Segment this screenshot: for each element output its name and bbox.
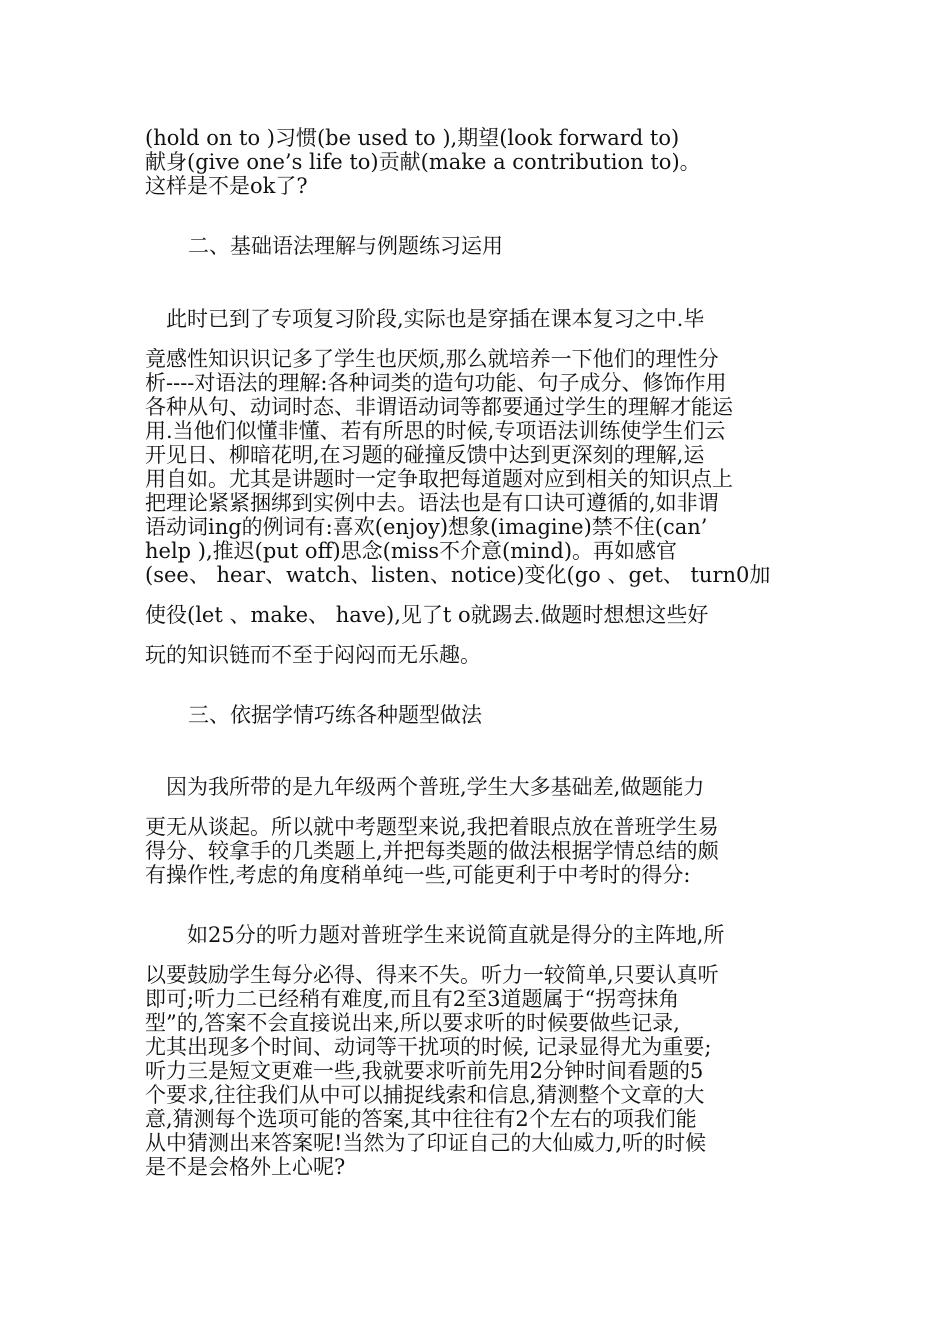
section-heading: 三、依据学情巧练各种题型做法 [188,703,482,727]
paragraph-line: 即可;听力二已经稍有难度,而且有2至3道题属于“拐弯抹角 [145,987,680,1011]
paragraph-line: 尤其出现多个时间、动词等干扰项的时候, 记录显得尤为重要; [145,1035,712,1059]
paragraph-line: 意,猜测每个选项可能的答案,其中往往有2个左右的项我们能 [145,1107,697,1131]
paragraph-line: 用自如。尤其是讲题时一定争取把每道题对应到相关的知识点上 [145,467,733,491]
paragraph-line: 用.当他们似懂非懂、若有所思的时候,专项语法训练使学生们云 [145,419,726,443]
paragraph-line: (hold on to )习惯(be used to ),期望(look forward to) [145,126,680,150]
paragraph-line: 竟感性知识识记多了学生也厌烦,那么就培养一下他们的理性分 [145,347,719,371]
paragraph-line: 以要鼓励学生每分必得、得来不失。听力一较简单,只要认真听 [145,963,719,987]
paragraph-line: 开见日、柳暗花明,在习题的碰撞反馈中达到更深刻的理解,运 [145,443,705,467]
paragraph-line: 使役(let 、make、 have),见了t o就踢去.做题时想想这些好 [145,603,709,627]
paragraph-first-line: 此时已到了专项复习阶段,实际也是穿插在课本复习之中.毕 [166,307,705,331]
paragraph-line: 析----对语法的理解:各种词类的造句功能、句子成分、修饰作用 [145,371,727,395]
paragraph-line: 有操作性,考虑的角度稍单纯一些,可能更利于中考时的得分: [145,863,691,887]
paragraph-line: 语动词ing的例词有:喜欢(enjoy)想象(imagine)禁不住(can’ [145,515,708,539]
paragraph-line: 献身(give one’s life to)贡献(make a contribution to)。 [145,150,701,174]
paragraph-line: 型”的,答案不会直接说出来,所以要求听的时候要做些记录, [145,1011,680,1035]
paragraph-first-line: 因为我所带的是九年级两个普班,学生大多基础差,做题能力 [166,775,705,799]
paragraph-first-line: 如25分的听力题对普班学生来说简直就是得分的主阵地,所 [187,923,725,947]
paragraph-line: 把理论紧紧捆绑到实例中去。语法也是有口诀可遵循的,如非谓 [145,491,719,515]
paragraph-line: 从中猜测出来答案呢!当然为了印证自己的大仙威力,听的时候 [145,1131,707,1155]
paragraph-line: 玩的知识链而不至于闷闷而无乐趣。 [145,643,481,667]
paragraph-line: 更无从谈起。所以就中考题型来说,我把着眼点放在普班学生易 [145,815,719,839]
paragraph-line: 听力三是短文更难一些,我就要求听前先用2分钟时间看题的5 [145,1059,704,1083]
paragraph-line: help ),推迟(put off)思念(miss不介意(mind)。再如感官 [145,539,678,563]
paragraph-line: 各种从句、动词时态、非谓语动词等都要通过学生的理解才能运 [145,395,733,419]
paragraph-line: 得分、较拿手的几类题上,并把每类题的做法根据学情总结的颇 [145,839,719,863]
paragraph-line: (see、 hear、watch、listen、notice)变化(go 、get、 turn0加 [145,563,771,587]
section-heading: 二、基础语法理解与例题练习运用 [188,234,503,258]
paragraph-line: 这样是不是ok了? [145,174,308,198]
paragraph-line: 个要求,往往我们从中可以捕捉线索和信息,猜测整个文章的大 [145,1083,705,1107]
paragraph-line: 是不是会格外上心呢? [145,1155,346,1179]
